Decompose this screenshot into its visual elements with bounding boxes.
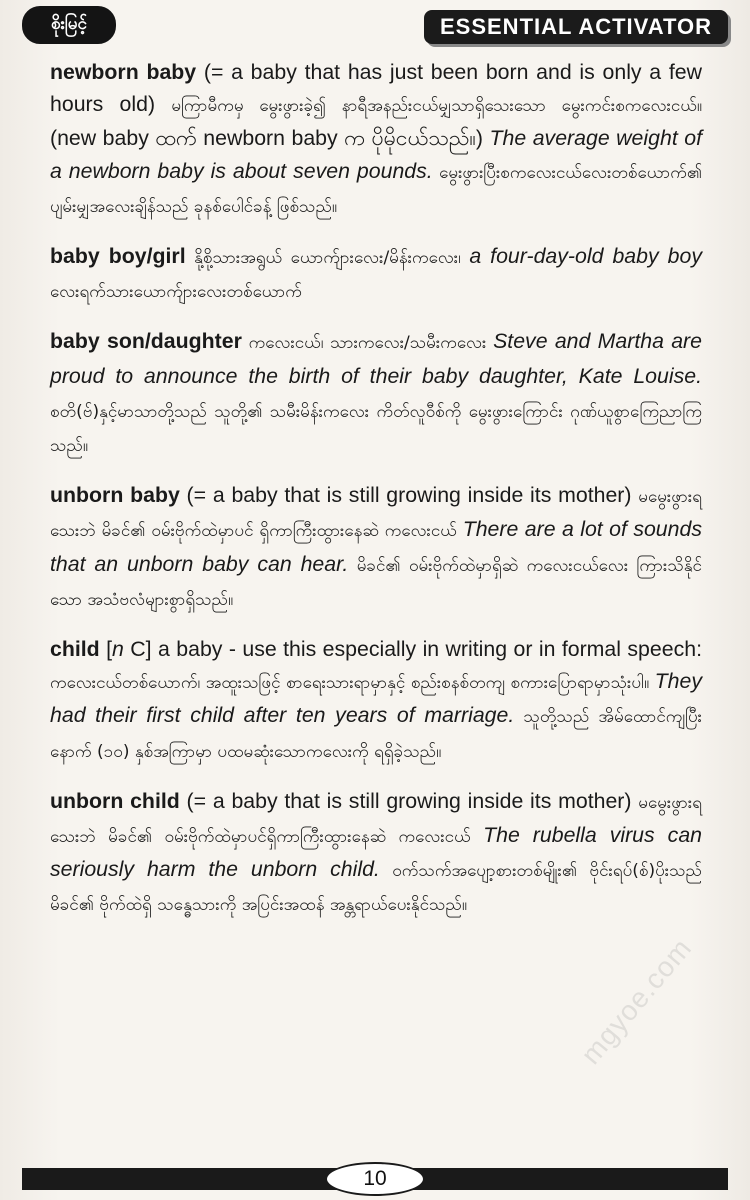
example-sentence: The rubella virus can seriously harm the unborn child. <box>50 823 703 882</box>
gloss-burmese: ကလေးငယ်တစ်ယောက်၊ အထူးသဖြင့် စာရေးသားရာမှာနှင့် စည်းစနစ်တကျ စကားပြောရာမှာသုံးပါ။ <box>50 673 655 694</box>
pos-bracket-close: C] <box>123 637 159 662</box>
headword: newborn baby <box>50 60 197 84</box>
example-translation: သူတို့သည် အိမ်ထောင်ကျပြီးနောက် (၁၀) နှစ်အကြာမှာ ပထမဆုံးသောကလေးကို ရရှိခဲ့သည်။ <box>50 707 702 762</box>
example-sentence: They had their first child after ten years of marriage. <box>50 669 702 728</box>
example-sentence: Steve and Martha are proud to announce the birth of their baby daughter, Kate Louise. <box>50 329 702 388</box>
example-sentence: a four-day-old baby boy <box>469 244 702 269</box>
example-translation: ဝက်သက်အပျော့စားတစ်မျိုး၏ ဗိုင်းရပ်(စ်)ပိုးသည် မိခင်၏ ဗိုက်ထဲရှိ သန္ဓေသားကို အပြင်းအထန် အန္တရာယ်ပေးနိုင်သည်။ <box>50 861 702 916</box>
book-title-badge: ESSENTIAL ACTIVATOR <box>424 10 728 44</box>
gloss-burmese: ကလေးငယ်၊ သားကလေး/သမီးကလေး <box>241 333 494 354</box>
headword: unborn child <box>50 788 180 813</box>
gloss-burmese: မမွေးဖွားရသေးဘဲ မိခင်၏ ဝမ်းဗိုက်ထဲမှာပင်ရှိကာကြီးထွားနေဆဲ ကလေးငယ် <box>50 792 702 848</box>
headword: unborn baby <box>50 483 180 508</box>
example-sentence: The average weight of a newborn baby is about seven pounds. <box>50 126 703 183</box>
gloss-burmese: နို့စို့သားအရွယ် ယောက်ျားလေး/မိန်းကလေး၊ <box>185 248 470 269</box>
entry-unborn-baby <box>50 479 702 616</box>
page-number: 10 <box>325 1162 425 1196</box>
author-badge: စိုးမြင့် <box>22 6 116 44</box>
watermark: mgyoe.com <box>575 932 698 1070</box>
example-translation: စတိ(ဗ်)နှင့်မာသာတို့သည် သူတို့၏ သမီးမိန်းကလေး ကိတ်လူဝီစ်ကို မွေးဖွားကြောင်း ဂုဏ်ယူစွာကြေညာကြသည်။ <box>50 401 702 457</box>
entries-column <box>50 56 702 939</box>
entry-unborn-child <box>50 785 702 922</box>
headword: baby boy/girl <box>50 244 186 269</box>
headword: child <box>50 637 100 662</box>
page-header <box>22 6 728 46</box>
example-translation: မွေးဖွားပြီးစကလေးငယ်လေးတစ်ယောက်၏ ပျမ်းမျှအလေးချိန်သည် ခုနစ်ပေါင်ခန့် ဖြစ်သည်။ <box>50 162 702 217</box>
example-translation: မိခင်၏ ဝမ်းဗိုက်ထဲမှာရှိဆဲ ကလေးငယ်လေး ကြားသိနိုင်သော အသံဗလံများစွာရှိသည်။ <box>50 555 702 610</box>
entry-child <box>50 633 702 768</box>
part-of-speech: n <box>112 637 124 662</box>
entry-baby-boy-girl <box>50 240 702 308</box>
example-translation: လေးရက်သားယောက်ျားလေးတစ်ယောက် <box>50 282 302 303</box>
entry-baby-son-daughter <box>50 325 702 462</box>
pos-bracket-open: [ <box>99 637 113 662</box>
gloss-burmese: မမွေးဖွားရသေးဘဲ မိခင်၏ ဝမ်းဗိုက်ထဲမှာပင် ရှိကာကြီးထွားနေဆဲ ကလေးငယ် <box>50 487 702 542</box>
definition: (= a baby that is still growing inside its mother) <box>179 788 639 813</box>
example-sentence: There are a lot of sounds that an unborn baby can hear. <box>50 517 702 576</box>
definition: (= a baby that is still growing inside its mother) <box>179 483 639 508</box>
usage-note: (new baby ထက် newborn baby က ပိုမိုငယ်သည်။) <box>50 126 490 151</box>
headword: baby son/daughter <box>50 329 242 354</box>
definition: a baby - use this especially in writing or in formal speech: <box>158 637 702 662</box>
gloss-burmese: မကြာမီကမှ မွေးဖွားခဲ့၍ နာရီအနည်းငယ်မျှသာရှိသေးသော မွေးကင်းစကလေးငယ်။ <box>171 96 702 117</box>
definition: (= a baby that has just been born and is only a few hours old) <box>50 60 702 117</box>
entry-newborn-baby <box>50 56 702 223</box>
page-footer <box>22 1162 728 1188</box>
